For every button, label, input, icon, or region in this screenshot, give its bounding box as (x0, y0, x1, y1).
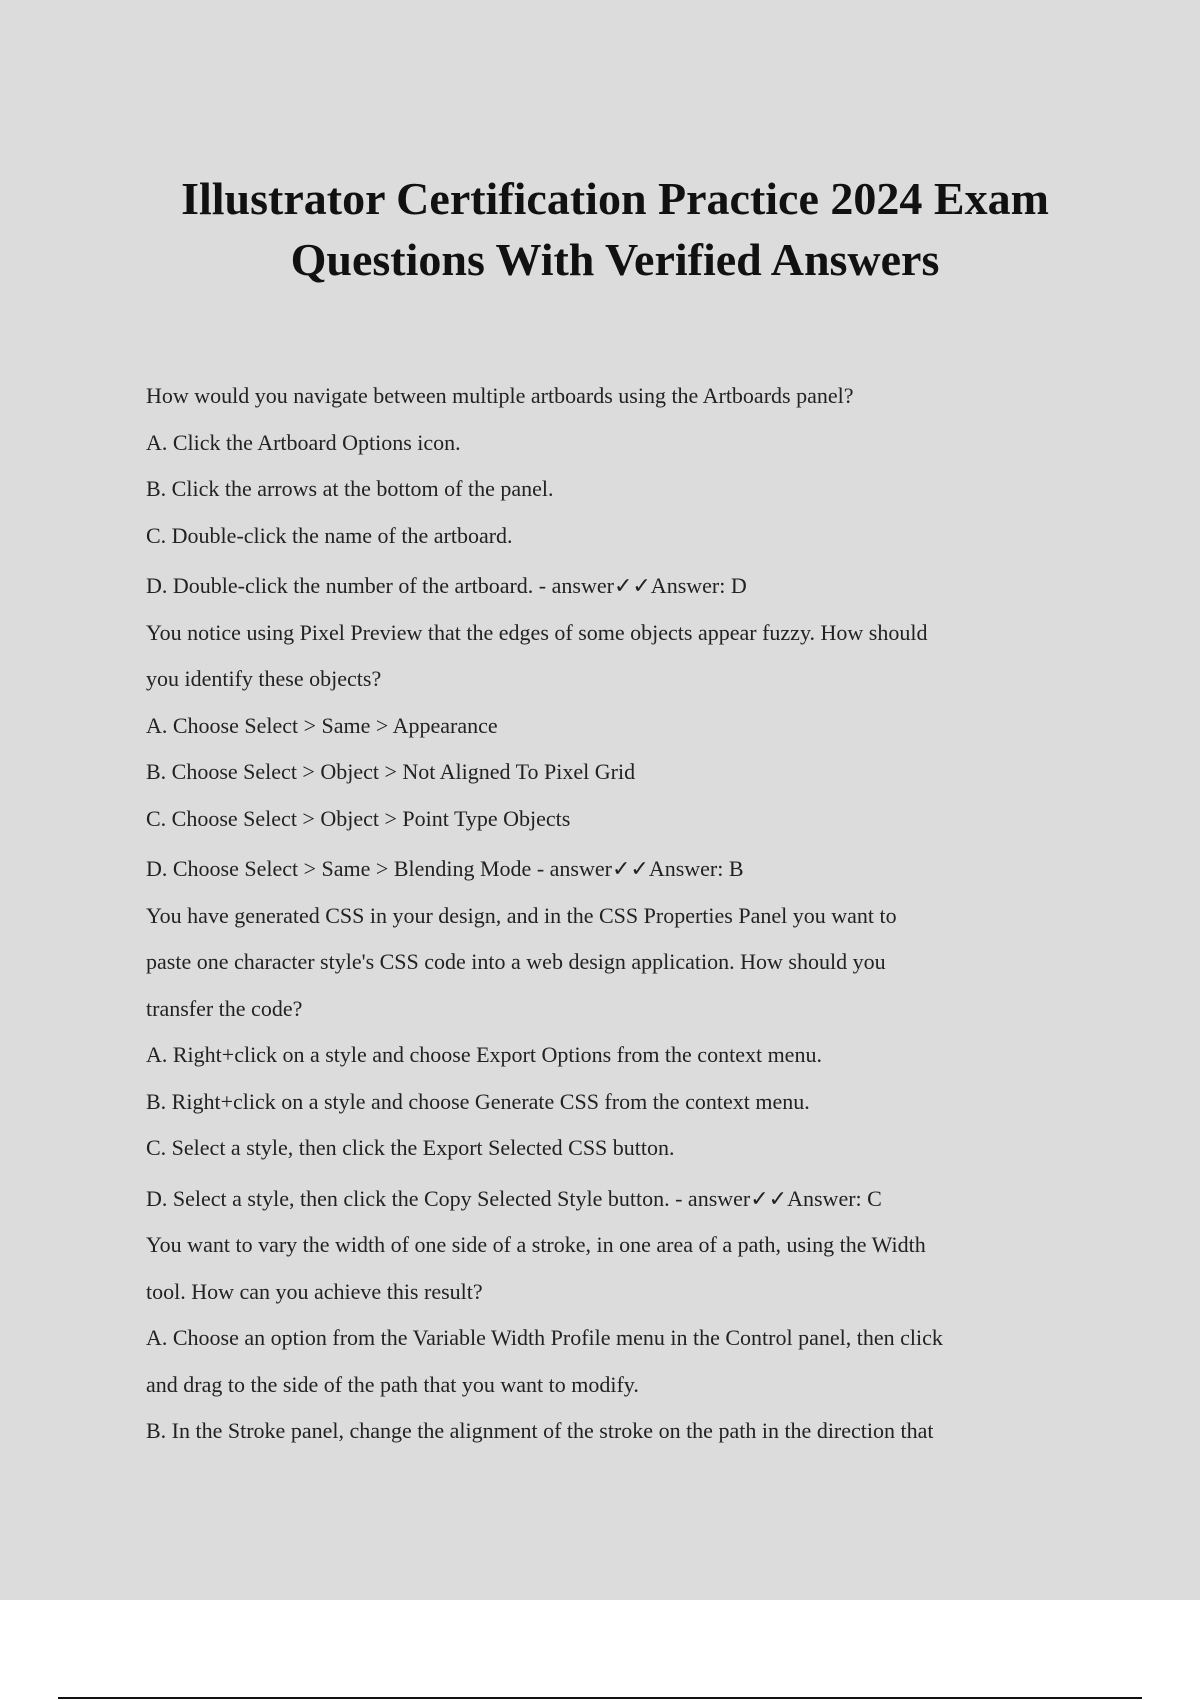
question-line: you identify these objects? (146, 666, 382, 691)
question-text (146, 373, 1046, 1455)
option-line: C. Select a style, then click the Export Selected CSS button. (146, 1135, 675, 1160)
question-line: tool. How can you achieve this result? (146, 1278, 483, 1304)
question-line: paste one character style's CSS code into a web design application. How should you (146, 949, 886, 974)
option-line: B. In the Stroke panel, change the alignment of the stroke on the path in the direction that (146, 1418, 934, 1443)
footer-divider (58, 1697, 1142, 1699)
title-line: Illustrator Certification Practice 2024 Exam (181, 173, 1049, 224)
question-line: You notice using Pixel Preview that the edges of some objects appear fuzzy. How should (146, 619, 928, 645)
question-line: How would you navigate between multiple artboards using the Artboards panel? (146, 383, 854, 408)
question-line: You have generated CSS in your design, and in the CSS Properties Panel you want to (146, 902, 897, 928)
option-line: and drag to the side of the path that you want to modify. (146, 1371, 639, 1397)
option-line: C. Choose Select > Object > Point Type Objects (146, 805, 571, 831)
option-line: A. Choose Select > Same > Appearance (146, 712, 498, 738)
option-line: C. Double-click the name of the artboard. (146, 522, 513, 548)
option-line: B. Right+click on a style and choose Generate CSS from the context menu. (146, 1088, 810, 1114)
answer-line: D. Double-click the number of the artboard. - answer✓✓Answer: D (146, 573, 747, 598)
question-line: transfer the code? (146, 995, 303, 1021)
option-line: A. Click the Artboard Options icon. (146, 429, 461, 455)
answer-line: D. Select a style, then click the Copy Selected Style button. - answer✓✓Answer: C (146, 1185, 882, 1211)
option-line: B. Click the arrows at the bottom of the panel. (146, 476, 554, 501)
page-title (130, 168, 1100, 290)
option-line: B. Choose Select > Object > Not Aligned To Pixel Grid (146, 759, 636, 784)
title-line: Questions With Verified Answers (290, 234, 940, 285)
question-line: You want to vary the width of one side of a stroke, in one area of a path, using the Width (146, 1232, 926, 1257)
option-line: A. Right+click on a style and choose Export Options from the context menu. (146, 1042, 822, 1067)
option-line: A. Choose an option from the Variable Width Profile menu in the Control panel, then click (146, 1325, 943, 1350)
answer-line: D. Choose Select > Same > Blending Mode - answer✓✓Answer: B (146, 856, 744, 881)
